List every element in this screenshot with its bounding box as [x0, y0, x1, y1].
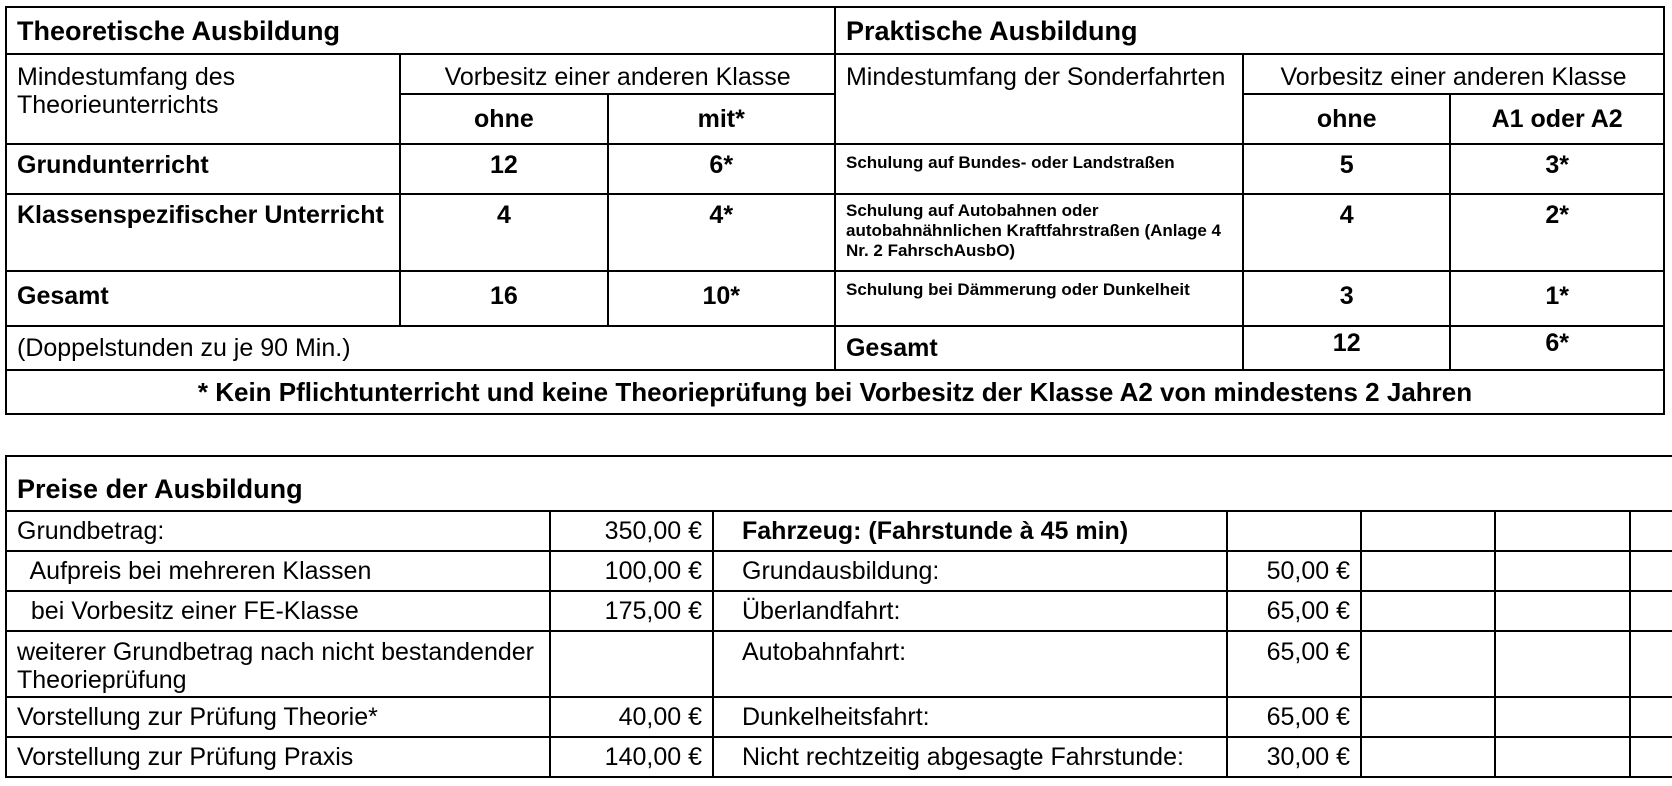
price-value [550, 631, 713, 697]
empty-cell [1630, 591, 1672, 631]
theory-row-label: Klassenspezifischer Unterricht [6, 194, 400, 271]
theory-row-without: 12 [400, 144, 607, 194]
vehicle-price-value: 65,00 € [1227, 697, 1361, 737]
vehicle-header: Fahrzeug: (Fahrstunde à 45 min) [713, 511, 1227, 551]
practice-row-without: 5 [1243, 144, 1450, 194]
vehicle-price-value: 30,00 € [1227, 737, 1361, 777]
practice-prior-label: Vorbesitz einer anderen Klasse [1243, 54, 1664, 94]
empty-cell [1495, 591, 1630, 631]
price-label: Vorstellung zur Prüfung Theorie* [6, 697, 550, 737]
prices-table [5, 455, 1672, 778]
empty-cell [1361, 591, 1495, 631]
price-value: 175,00 € [550, 591, 713, 631]
practice-min-label: Mindestumfang der Sonderfahrten [835, 54, 1243, 144]
price-value: 140,00 € [550, 737, 713, 777]
vehicle-price-label: Dunkelheitsfahrt: [713, 697, 1227, 737]
theory-prior-label: Vorbesitz einer anderen Klasse [400, 54, 835, 94]
price-label: Aufpreis bei mehreren Klassen [6, 551, 550, 591]
theory-min-label: Mindestumfang des Theorieunterrichts [6, 54, 400, 144]
theory-total-label: Gesamt [6, 271, 400, 326]
theory-note: (Doppelstunden zu je 90 Min.) [6, 326, 835, 370]
training-table [5, 6, 1665, 415]
price-value: 40,00 € [550, 697, 713, 737]
theory-col-with: mit* [608, 94, 835, 144]
empty-cell [1630, 737, 1672, 777]
practice-total-label: Gesamt [835, 326, 1243, 370]
practice-title: Praktische Ausbildung [835, 7, 1664, 54]
empty-cell [1630, 631, 1672, 697]
practice-row-label: Schulung auf Autobahnen oder autobahnähnlichen Kraftfahrstraßen (Anlage 4 Nr. 2 FahrschAusbO) [835, 194, 1243, 271]
empty-cell [1495, 511, 1630, 551]
theory-total-without: 16 [400, 271, 607, 326]
practice-row-label: Schulung bei Dämmerung oder Dunkelheit [835, 271, 1243, 326]
price-label: bei Vorbesitz einer FE-Klasse [6, 591, 550, 631]
practice-row-a1a2: 3* [1450, 144, 1664, 194]
practice-row-a1a2: 2* [1450, 194, 1664, 271]
practice-row-a1a2: 1* [1450, 271, 1664, 326]
practice-row-without: 4 [1243, 194, 1450, 271]
theory-row-with: 6* [608, 144, 835, 194]
practice-row-label: Schulung auf Bundes- oder Landstraßen [835, 144, 1243, 194]
vehicle-price-value: 50,00 € [1227, 551, 1361, 591]
practice-col-without: ohne [1243, 94, 1450, 144]
vehicle-price-value: 65,00 € [1227, 591, 1361, 631]
price-label: Grundbetrag: [6, 511, 550, 551]
empty-cell [1630, 697, 1672, 737]
vehicle-price-label: Autobahnfahrt: [713, 631, 1227, 697]
empty-cell [1630, 551, 1672, 591]
theory-col-without: ohne [400, 94, 607, 144]
vehicle-price-label: Überlandfahrt: [713, 591, 1227, 631]
theory-title: Theoretische Ausbildung [6, 7, 835, 54]
theory-row-with: 4* [608, 194, 835, 271]
footnote: * Kein Pflichtunterricht und keine Theorieprüfung bei Vorbesitz der Klasse A2 von mindestens 2 Jahren [6, 370, 1664, 414]
theory-total-with: 10* [608, 271, 835, 326]
theory-row-without: 4 [400, 194, 607, 271]
empty-cell [1227, 511, 1361, 551]
empty-cell [1495, 551, 1630, 591]
price-label: Vorstellung zur Prüfung Praxis [6, 737, 550, 777]
price-value: 100,00 € [550, 551, 713, 591]
empty-cell [1361, 551, 1495, 591]
vehicle-price-value: 65,00 € [1227, 631, 1361, 697]
empty-cell [1361, 737, 1495, 777]
empty-cell [1495, 737, 1630, 777]
prices-title: Preise der Ausbildung [6, 456, 1672, 511]
empty-cell [1630, 511, 1672, 551]
theory-row-label: Grundunterricht [6, 144, 400, 194]
price-label: weiterer Grundbetrag nach nicht bestandender Theorieprüfung [6, 631, 550, 697]
practice-total-without: 12 [1243, 326, 1450, 370]
practice-col-a1a2: A1 oder A2 [1450, 94, 1664, 144]
vehicle-price-label: Nicht rechtzeitig abgesagte Fahrstunde: [713, 737, 1227, 777]
empty-cell [1495, 631, 1630, 697]
empty-cell [1361, 697, 1495, 737]
empty-cell [1361, 631, 1495, 697]
practice-total-a1a2: 6* [1450, 326, 1664, 370]
vehicle-price-label: Grundausbildung: [713, 551, 1227, 591]
practice-row-without: 3 [1243, 271, 1450, 326]
price-value: 350,00 € [550, 511, 713, 551]
empty-cell [1495, 697, 1630, 737]
empty-cell [1361, 511, 1495, 551]
